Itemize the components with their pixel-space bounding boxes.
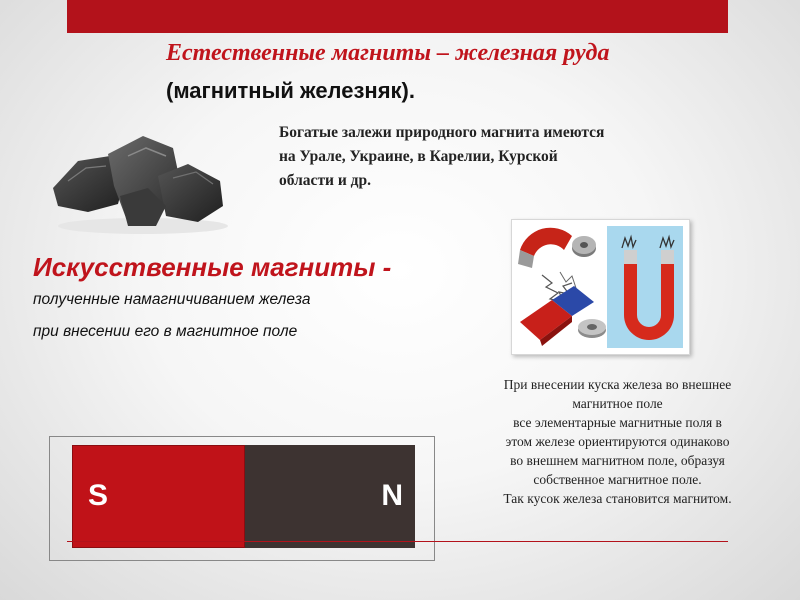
top-accent-bar	[67, 0, 728, 33]
magnets-collage-image	[511, 219, 690, 355]
explanation-line: все элементарные магнитные поля в	[513, 415, 722, 430]
south-pole	[72, 445, 245, 548]
north-pole-label: N	[381, 479, 403, 512]
artificial-magnets-title: Искусственные магниты -	[33, 252, 392, 282]
explanation-line: собственное магнитное поле.	[533, 472, 702, 487]
north-pole	[245, 445, 415, 548]
explanation-line: При внесении куска железа во внешнее	[503, 377, 732, 392]
explanation-line: во внешнем магнитном поле, образуя	[510, 453, 725, 468]
deposits-line: Богатые залежи природного магнита имеются	[279, 124, 605, 141]
natural-magnets-title: Естественные магниты – железная руда	[166, 40, 610, 66]
artificial-magnets-line: полученные намагничиванием железа	[33, 291, 311, 308]
explanation-line: этом железе ориентируются одинаково	[505, 434, 730, 449]
bottom-accent-line	[67, 541, 728, 542]
artificial-magnets-line: при внесении его в магнитное поле	[33, 323, 298, 340]
magnetite-ore-image	[48, 126, 228, 236]
natural-magnets-subtitle: (магнитный железняк).	[166, 78, 415, 103]
south-pole-label: S	[88, 479, 109, 512]
explanation-text	[445, 375, 790, 508]
deposits-line: на Урале, Украине, в Карелии, Курской	[279, 148, 558, 165]
explanation-line: магнитное поле	[572, 396, 663, 411]
explanation-line: Так кусок железа становится магнитом.	[503, 491, 732, 506]
deposits-line: области и др.	[279, 172, 372, 189]
deposits-text	[279, 121, 759, 193]
